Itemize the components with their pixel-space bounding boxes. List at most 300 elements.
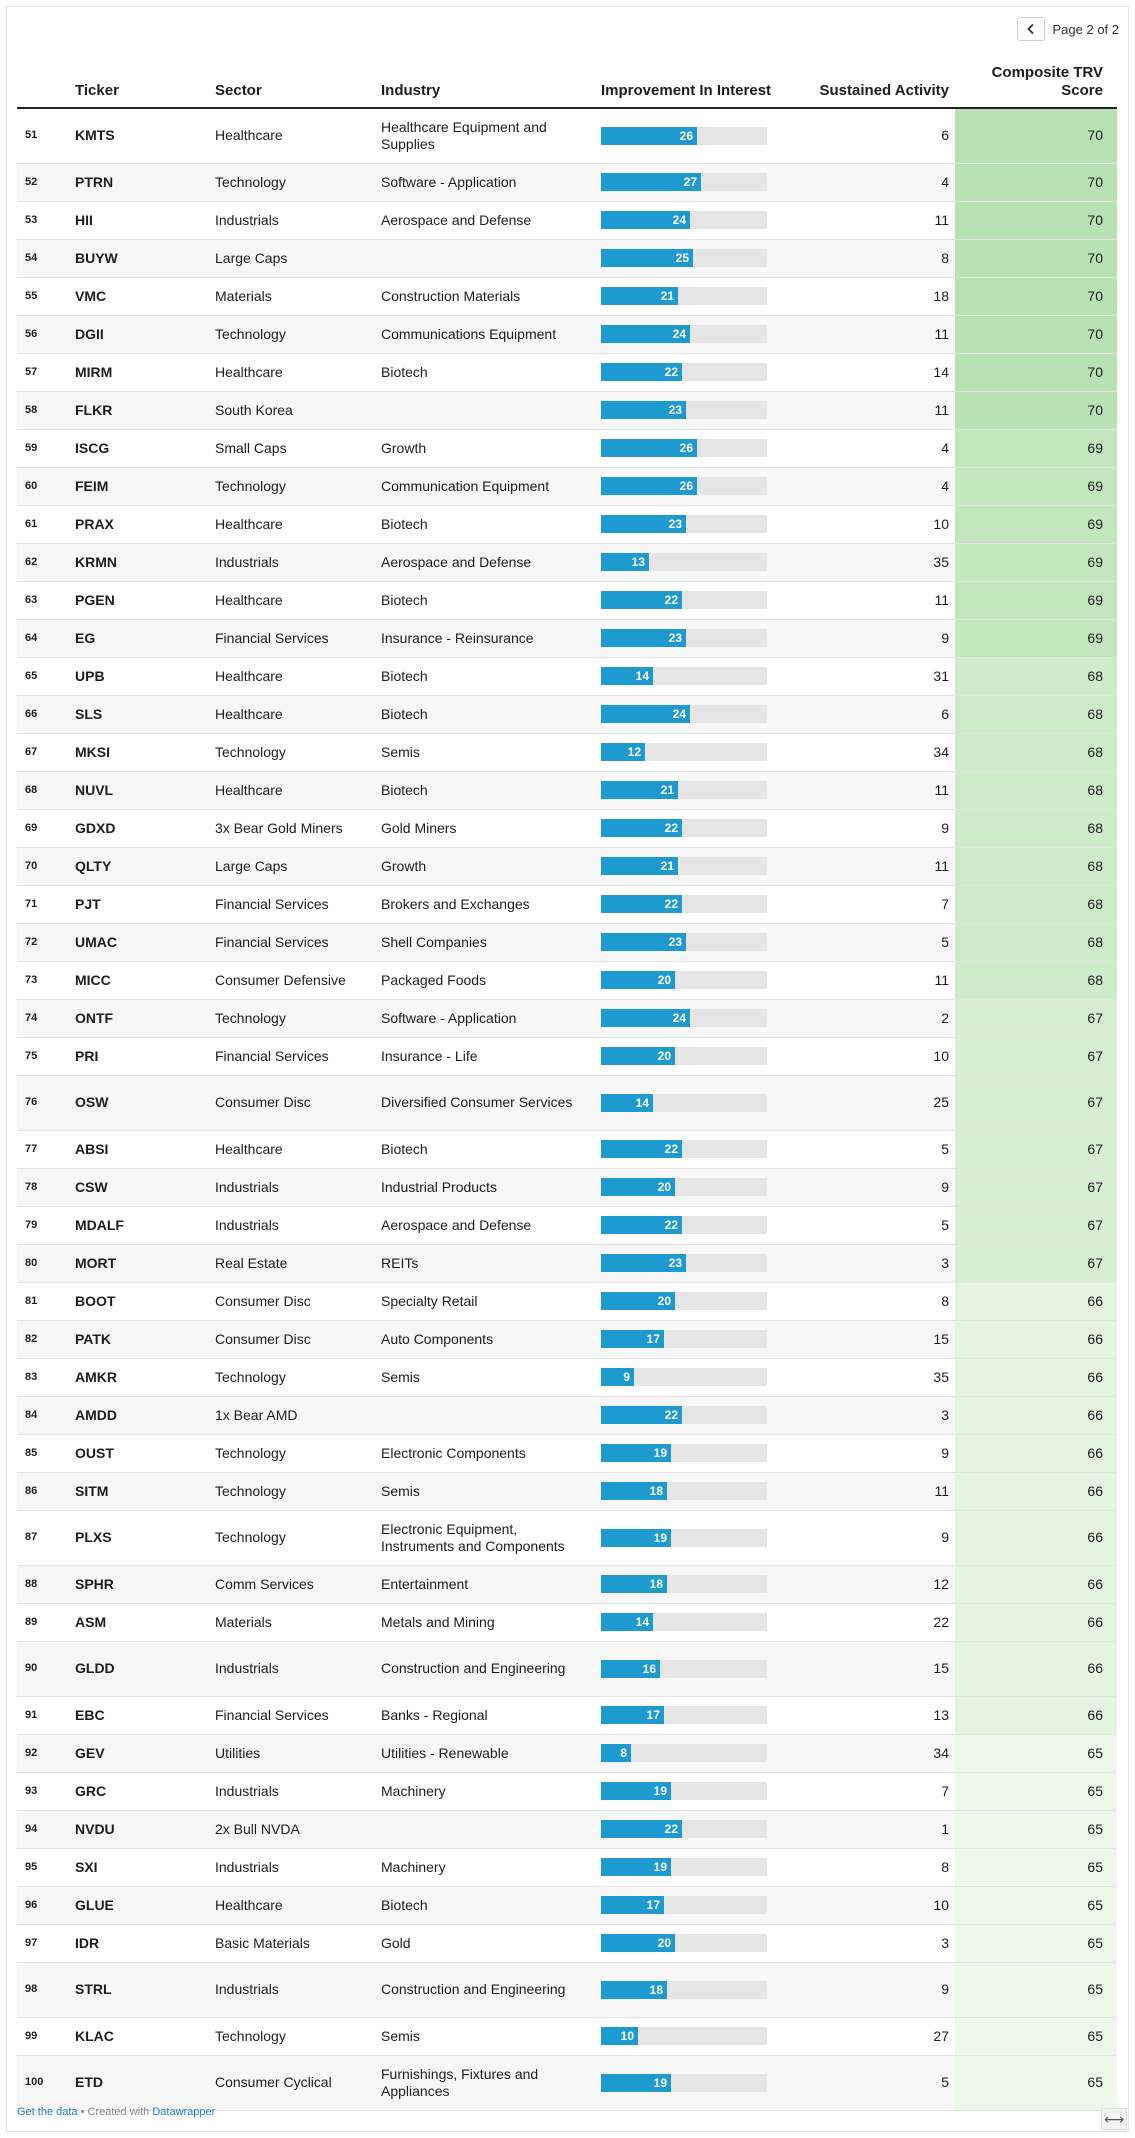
row-industry: Biotech <box>375 771 595 809</box>
improvement-bar-label: 22 <box>664 821 678 835</box>
row-rank: 60 <box>17 467 69 505</box>
table-row <box>17 581 1117 619</box>
row-composite-score: 69 <box>955 581 1117 619</box>
row-composite-score: 68 <box>955 923 1117 961</box>
improvement-bar-track <box>601 553 767 571</box>
row-sector: 1x Bear AMD <box>209 1396 375 1434</box>
row-rank: 55 <box>17 277 69 315</box>
row-improvement-cell <box>595 391 785 429</box>
row-sector: Industrials <box>209 1848 375 1886</box>
row-improvement-cell <box>595 1320 785 1358</box>
row-composite-score: 68 <box>955 771 1117 809</box>
row-sustained: 12 <box>785 1565 955 1603</box>
row-ticker: UMAC <box>69 923 209 961</box>
row-industry: Biotech <box>375 581 595 619</box>
row-ticker: OSW <box>69 1075 209 1130</box>
table-row <box>17 999 1117 1037</box>
row-sector: Financial Services <box>209 923 375 961</box>
row-sector: Healthcare <box>209 108 375 163</box>
row-improvement-cell <box>595 108 785 163</box>
row-sustained: 8 <box>785 239 955 277</box>
improvement-bar-track <box>601 1744 767 1762</box>
row-sector: Consumer Disc <box>209 1075 375 1130</box>
row-sustained: 11 <box>785 201 955 239</box>
row-sector: Utilities <box>209 1734 375 1772</box>
row-sustained: 4 <box>785 429 955 467</box>
table-row <box>17 733 1117 771</box>
row-sustained: 9 <box>785 619 955 657</box>
table-row <box>17 1603 1117 1641</box>
table-row <box>17 1075 1117 1130</box>
row-composite-score: 66 <box>955 1696 1117 1734</box>
row-improvement-cell <box>595 1641 785 1696</box>
col-header-industry[interactable]: Industry <box>375 64 595 108</box>
row-industry: Specialty Retail <box>375 1282 595 1320</box>
improvement-bar-track <box>601 895 767 913</box>
row-rank: 61 <box>17 505 69 543</box>
row-sector: Industrials <box>209 543 375 581</box>
row-sustained: 22 <box>785 1603 955 1641</box>
row-ticker: UPB <box>69 657 209 695</box>
row-sector: Industrials <box>209 1641 375 1696</box>
improvement-bar-label: 25 <box>675 251 689 265</box>
row-rank: 80 <box>17 1244 69 1282</box>
row-sector: Industrials <box>209 1772 375 1810</box>
row-improvement-cell <box>595 695 785 733</box>
resize-handle-icon[interactable]: ⟷ <box>1101 2108 1127 2130</box>
row-ticker: HII <box>69 201 209 239</box>
row-improvement-cell <box>595 1434 785 1472</box>
row-sector: Technology <box>209 1358 375 1396</box>
row-rank: 93 <box>17 1772 69 1810</box>
row-sector: Comm Services <box>209 1565 375 1603</box>
improvement-bar-label: 14 <box>635 1095 649 1110</box>
improvement-bar-track <box>601 1406 767 1424</box>
row-improvement-cell <box>595 1037 785 1075</box>
row-industry: Software - Application <box>375 999 595 1037</box>
row-ticker: MDALF <box>69 1206 209 1244</box>
row-sustained: 10 <box>785 1037 955 1075</box>
row-rank: 72 <box>17 923 69 961</box>
row-improvement-cell <box>595 1282 785 1320</box>
row-ticker: IDR <box>69 1924 209 1962</box>
row-improvement-cell <box>595 1396 785 1434</box>
row-industry: Biotech <box>375 695 595 733</box>
row-composite-score: 65 <box>955 1962 1117 2017</box>
row-sustained: 15 <box>785 1641 955 1696</box>
row-composite-score: 68 <box>955 885 1117 923</box>
row-industry: Industrial Products <box>375 1168 595 1206</box>
improvement-bar-track <box>601 1782 767 1800</box>
row-ticker: KLAC <box>69 2017 209 2055</box>
row-composite-score: 69 <box>955 505 1117 543</box>
row-sustained: 27 <box>785 2017 955 2055</box>
row-rank: 73 <box>17 961 69 999</box>
row-improvement-cell <box>595 657 785 695</box>
row-industry: REITs <box>375 1244 595 1282</box>
row-sustained: 11 <box>785 771 955 809</box>
improvement-bar-track <box>601 1981 767 1999</box>
row-industry: Construction and Engineering <box>375 1962 595 2017</box>
table-row <box>17 1696 1117 1734</box>
improvement-bar-label: 20 <box>657 1180 671 1194</box>
improvement-bar-track <box>601 629 767 647</box>
row-industry: Semis <box>375 2017 595 2055</box>
row-sector: Consumer Disc <box>209 1320 375 1358</box>
footer-credit-text: • Created with <box>77 2106 153 2118</box>
row-sector: Healthcare <box>209 1886 375 1924</box>
pagination <box>1017 17 1120 41</box>
improvement-bar-track <box>601 1660 767 1678</box>
improvement-bar-label: 18 <box>649 1577 663 1591</box>
row-improvement-cell <box>595 581 785 619</box>
row-sustained: 8 <box>785 1848 955 1886</box>
improvement-bar-label: 24 <box>672 707 686 721</box>
row-ticker: QLTY <box>69 847 209 885</box>
row-industry: Semis <box>375 733 595 771</box>
row-industry: Aerospace and Defense <box>375 543 595 581</box>
row-sustained: 31 <box>785 657 955 695</box>
improvement-bar-label: 9 <box>623 1370 630 1384</box>
table-row <box>17 847 1117 885</box>
improvement-bar-track <box>601 173 767 191</box>
row-industry: Diversified Consumer Services <box>375 1075 595 1130</box>
table-row <box>17 1434 1117 1472</box>
row-sustained: 9 <box>785 809 955 847</box>
row-industry: Electronic Equipment, Instruments and Components <box>375 1510 595 1565</box>
improvement-bar-track <box>601 1529 767 1547</box>
table-row <box>17 1244 1117 1282</box>
row-industry: Machinery <box>375 1772 595 1810</box>
prev-page-button[interactable] <box>1017 17 1045 41</box>
row-ticker: SLS <box>69 695 209 733</box>
row-ticker: FEIM <box>69 467 209 505</box>
improvement-bar-track <box>601 1094 767 1112</box>
improvement-bar-label: 20 <box>657 1936 671 1950</box>
row-sector: Technology <box>209 1472 375 1510</box>
improvement-bar-label: 10 <box>620 2029 634 2043</box>
row-sustained: 25 <box>785 1075 955 1130</box>
improvement-bar-label: 22 <box>664 365 678 379</box>
row-sector: Healthcare <box>209 353 375 391</box>
row-ticker: PATK <box>69 1320 209 1358</box>
row-ticker: ABSI <box>69 1130 209 1168</box>
row-improvement-cell <box>595 315 785 353</box>
row-composite-score: 70 <box>955 315 1117 353</box>
row-ticker: SPHR <box>69 1565 209 1603</box>
row-rank: 53 <box>17 201 69 239</box>
row-improvement-cell <box>595 1886 785 1924</box>
table-row <box>17 1130 1117 1168</box>
row-composite-score: 68 <box>955 847 1117 885</box>
improvement-bar-label: 22 <box>664 1822 678 1836</box>
row-ticker: MKSI <box>69 733 209 771</box>
row-sector: Technology <box>209 1510 375 1565</box>
improvement-bar-track <box>601 477 767 495</box>
row-rank: 97 <box>17 1924 69 1962</box>
row-sustained: 4 <box>785 467 955 505</box>
improvement-bar-label: 23 <box>668 517 682 531</box>
row-sector: Financial Services <box>209 1696 375 1734</box>
row-industry: Insurance - Reinsurance <box>375 619 595 657</box>
row-improvement-cell <box>595 1168 785 1206</box>
row-industry: Healthcare Equipment and Supplies <box>375 108 595 163</box>
row-sector: Healthcare <box>209 505 375 543</box>
row-composite-score: 65 <box>955 1810 1117 1848</box>
row-rank: 66 <box>17 695 69 733</box>
row-industry: Construction and Engineering <box>375 1641 595 1696</box>
row-improvement-cell <box>595 163 785 201</box>
row-industry: Machinery <box>375 1848 595 1886</box>
row-sustained: 10 <box>785 1886 955 1924</box>
row-industry: Construction Materials <box>375 277 595 315</box>
row-sustained: 3 <box>785 1396 955 1434</box>
row-rank: 91 <box>17 1696 69 1734</box>
row-industry: Semis <box>375 1472 595 1510</box>
improvement-bar-label: 22 <box>664 1142 678 1156</box>
table-row <box>17 1734 1117 1772</box>
row-composite-score: 66 <box>955 1434 1117 1472</box>
improvement-bar-label: 22 <box>664 593 678 607</box>
improvement-bar-label: 13 <box>631 555 645 569</box>
table-row <box>17 391 1117 429</box>
row-composite-score: 69 <box>955 543 1117 581</box>
improvement-bar-label: 18 <box>649 1982 663 1997</box>
row-rank: 52 <box>17 163 69 201</box>
improvement-bar-label: 22 <box>664 1408 678 1422</box>
improvement-bar-label: 8 <box>620 1746 627 1760</box>
improvement-bar-label: 16 <box>642 1661 656 1676</box>
row-industry: Electronic Components <box>375 1434 595 1472</box>
improvement-bar-track <box>601 2027 767 2045</box>
row-composite-score: 68 <box>955 809 1117 847</box>
row-rank: 67 <box>17 733 69 771</box>
row-improvement-cell <box>595 1696 785 1734</box>
row-improvement-cell <box>595 429 785 467</box>
row-ticker: SITM <box>69 1472 209 1510</box>
improvement-bar-label: 21 <box>660 859 674 873</box>
row-rank: 76 <box>17 1075 69 1130</box>
row-industry: Insurance - Life <box>375 1037 595 1075</box>
row-improvement-cell <box>595 1130 785 1168</box>
row-sector: Technology <box>209 315 375 353</box>
row-rank: 65 <box>17 657 69 695</box>
row-sector: Technology <box>209 733 375 771</box>
improvement-bar-track <box>601 1368 767 1386</box>
improvement-bar-label: 23 <box>668 935 682 949</box>
row-ticker: GDXD <box>69 809 209 847</box>
row-composite-score: 65 <box>955 1886 1117 1924</box>
row-industry: Software - Application <box>375 163 595 201</box>
row-composite-score: 66 <box>955 1320 1117 1358</box>
row-sustained: 11 <box>785 961 955 999</box>
table-row <box>17 1037 1117 1075</box>
row-ticker: GRC <box>69 1772 209 1810</box>
improvement-bar-label: 26 <box>679 128 693 143</box>
row-composite-score: 66 <box>955 1472 1117 1510</box>
row-improvement-cell <box>595 543 785 581</box>
row-composite-score: 66 <box>955 1358 1117 1396</box>
row-composite-score: 67 <box>955 1037 1117 1075</box>
row-improvement-cell <box>595 201 785 239</box>
row-sustained: 10 <box>785 505 955 543</box>
improvement-bar-label: 23 <box>668 403 682 417</box>
row-rank: 64 <box>17 619 69 657</box>
row-sustained: 11 <box>785 581 955 619</box>
row-rank: 51 <box>17 108 69 163</box>
row-sector: 3x Bear Gold Miners <box>209 809 375 847</box>
row-rank: 58 <box>17 391 69 429</box>
get-data-link[interactable]: Get the data <box>17 2106 78 2118</box>
row-sector: Technology <box>209 467 375 505</box>
row-sustained: 6 <box>785 108 955 163</box>
improvement-bar-track <box>601 401 767 419</box>
row-improvement-cell <box>595 1810 785 1848</box>
row-sustained: 14 <box>785 353 955 391</box>
row-sustained: 8 <box>785 1282 955 1320</box>
row-rank: 98 <box>17 1962 69 2017</box>
improvement-bar-label: 17 <box>646 1708 660 1722</box>
col-header-improvement[interactable]: Improvement In Interest <box>595 64 785 108</box>
improvement-bar-label: 26 <box>679 479 693 493</box>
row-ticker: AMKR <box>69 1358 209 1396</box>
row-ticker: PGEN <box>69 581 209 619</box>
row-industry: Gold <box>375 1924 595 1962</box>
improvement-bar-label: 12 <box>627 745 641 759</box>
row-rank: 77 <box>17 1130 69 1168</box>
col-header-ticker[interactable]: Ticker <box>69 64 209 108</box>
chevron-left-icon <box>1025 23 1037 35</box>
improvement-bar-track <box>601 1706 767 1724</box>
row-ticker: BOOT <box>69 1282 209 1320</box>
row-industry: Communications Equipment <box>375 315 595 353</box>
col-header-rank <box>17 64 69 108</box>
row-ticker: PJT <box>69 885 209 923</box>
row-composite-score: 68 <box>955 733 1117 771</box>
row-industry: Banks - Regional <box>375 1696 595 1734</box>
row-composite-score: 69 <box>955 619 1117 657</box>
improvement-bar-label: 22 <box>664 1218 678 1232</box>
table-row <box>17 1962 1117 2017</box>
table-row <box>17 2017 1117 2055</box>
row-rank: 96 <box>17 1886 69 1924</box>
row-industry: Brokers and Exchanges <box>375 885 595 923</box>
improvement-bar-track <box>601 363 767 381</box>
row-sustained: 5 <box>785 923 955 961</box>
row-sector: Consumer Disc <box>209 1282 375 1320</box>
row-industry: Aerospace and Defense <box>375 1206 595 1244</box>
row-sector: Healthcare <box>209 1130 375 1168</box>
row-rank: 83 <box>17 1358 69 1396</box>
row-ticker: GLDD <box>69 1641 209 1696</box>
table-row <box>17 1641 1117 1696</box>
row-composite-score: 70 <box>955 108 1117 163</box>
table-row <box>17 1565 1117 1603</box>
row-sector: Healthcare <box>209 581 375 619</box>
row-rank: 78 <box>17 1168 69 1206</box>
row-sector: South Korea <box>209 391 375 429</box>
row-improvement-cell <box>595 809 785 847</box>
row-sector: Technology <box>209 163 375 201</box>
row-industry: Biotech <box>375 1130 595 1168</box>
improvement-bar-track <box>601 781 767 799</box>
improvement-bar-label: 14 <box>635 1615 649 1629</box>
col-header-sector[interactable]: Sector <box>209 64 375 108</box>
table-row <box>17 1772 1117 1810</box>
datawrapper-link[interactable]: Datawrapper <box>152 2106 216 2118</box>
row-rank: 87 <box>17 1510 69 1565</box>
table-row <box>17 1320 1117 1358</box>
improvement-bar-label: 22 <box>664 897 678 911</box>
col-header-sustained[interactable]: Sustained Activity <box>785 64 955 108</box>
improvement-bar-track <box>601 1009 767 1027</box>
row-sustained: 34 <box>785 733 955 771</box>
improvement-bar-label: 17 <box>646 1898 660 1912</box>
row-sustained: 7 <box>785 885 955 923</box>
table-row <box>17 2055 1117 2110</box>
improvement-bar-label: 26 <box>679 441 693 455</box>
row-improvement-cell <box>595 847 785 885</box>
row-sector: Industrials <box>209 201 375 239</box>
row-composite-score: 70 <box>955 277 1117 315</box>
row-industry: Biotech <box>375 353 595 391</box>
improvement-bar-label: 24 <box>672 327 686 341</box>
row-ticker: ONTF <box>69 999 209 1037</box>
row-ticker: PRI <box>69 1037 209 1075</box>
table-row <box>17 277 1117 315</box>
row-sustained: 2 <box>785 999 955 1037</box>
table-row <box>17 1206 1117 1244</box>
row-industry: Entertainment <box>375 1565 595 1603</box>
row-composite-score: 67 <box>955 1075 1117 1130</box>
row-composite-score: 66 <box>955 1510 1117 1565</box>
row-improvement-cell <box>595 1565 785 1603</box>
col-header-composite[interactable]: Composite TRV Score <box>955 64 1117 108</box>
row-composite-score: 66 <box>955 1282 1117 1320</box>
row-rank: 86 <box>17 1472 69 1510</box>
row-sector: Consumer Cyclical <box>209 2055 375 2110</box>
row-improvement-cell <box>595 467 785 505</box>
improvement-bar-label: 19 <box>653 1446 667 1460</box>
row-sector: Consumer Defensive <box>209 961 375 999</box>
row-improvement-cell <box>595 2055 785 2110</box>
row-ticker: MIRM <box>69 353 209 391</box>
improvement-bar-track <box>601 857 767 875</box>
improvement-bar-label: 17 <box>646 1332 660 1346</box>
row-industry: Growth <box>375 429 595 467</box>
row-sustained: 34 <box>785 1734 955 1772</box>
row-ticker: CSW <box>69 1168 209 1206</box>
row-improvement-cell <box>595 353 785 391</box>
row-rank: 63 <box>17 581 69 619</box>
row-sustained: 5 <box>785 1206 955 1244</box>
row-ticker: FLKR <box>69 391 209 429</box>
row-ticker: DGII <box>69 315 209 353</box>
table-row <box>17 771 1117 809</box>
row-improvement-cell <box>595 277 785 315</box>
row-ticker: GLUE <box>69 1886 209 1924</box>
row-composite-score: 69 <box>955 429 1117 467</box>
row-industry: Auto Components <box>375 1320 595 1358</box>
improvement-bar-track <box>601 439 767 457</box>
row-rank: 57 <box>17 353 69 391</box>
table-row <box>17 1168 1117 1206</box>
row-ticker: PTRN <box>69 163 209 201</box>
row-composite-score: 65 <box>955 2055 1117 2110</box>
row-sector: Healthcare <box>209 695 375 733</box>
row-rank: 100 <box>17 2055 69 2110</box>
row-industry: Shell Companies <box>375 923 595 961</box>
